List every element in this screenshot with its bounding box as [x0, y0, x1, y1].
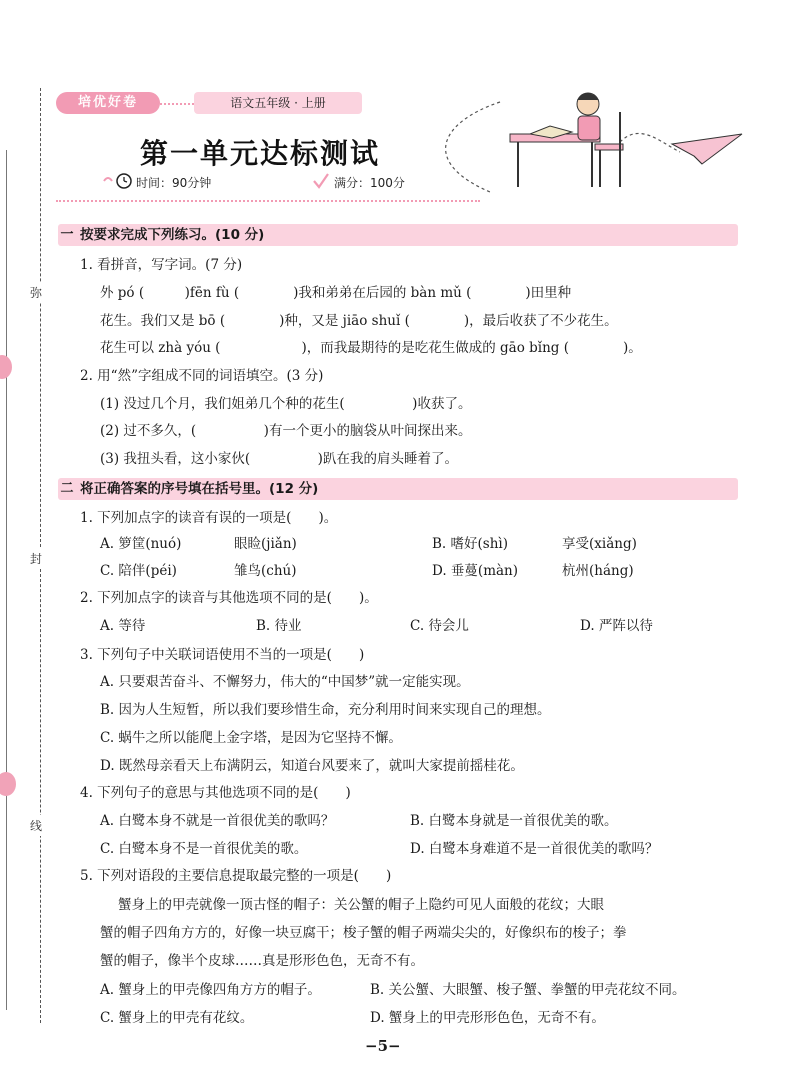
question-line: 4. 下列句子的意思与其他选项不同的是( ): [80, 785, 351, 801]
question-line: 1. 看拼音，写字词。(7 分): [80, 257, 243, 273]
option: D. 严阵以待: [580, 618, 653, 634]
option: 杭州(háng): [562, 563, 634, 579]
option: D. 垂蔓(màn): [432, 563, 519, 579]
clock-icon: [100, 172, 134, 190]
section-title: 按要求完成下列练习。(10 分): [80, 227, 265, 243]
question-line: 5. 下列对语段的主要信息提取最完整的一项是( ): [80, 868, 392, 884]
option: C. 蟹身上的甲壳有花纹。: [100, 1010, 254, 1026]
seal-char-xian: 线: [30, 815, 42, 836]
question-line: 2. 下列加点字的读音与其他选项不同的是( )。: [80, 590, 378, 606]
option: A. 蟹身上的甲壳像四角方方的帽子。: [100, 982, 321, 998]
grade-badge: 语文五年级 · 上册: [194, 92, 362, 114]
option: C. 陪伴(péi): [100, 563, 177, 579]
question-line: 花生可以 zhà yóu ( )，而我最期待的是吃花生做成的 gāo bǐng ( )。: [100, 340, 642, 356]
option: A. 只要艰苦奋斗、不懈努力，伟大的“中国梦”就一定能实现。: [100, 674, 470, 690]
binding-hole: [0, 355, 12, 379]
option: C. 白鹭本身不是一首很优美的歌。: [100, 841, 308, 857]
question-line: (2) 过不多久，( )有一个更小的脑袋从叶间探出来。: [100, 423, 472, 439]
outer-margin-rule: [6, 150, 7, 1010]
question-line: 1. 下列加点字的读音有误的一项是( )。: [80, 510, 338, 526]
option: C. 待会儿: [410, 618, 469, 634]
option: A. 等待: [100, 618, 146, 634]
question-line: 花生。我们又是 bō ( )种，又是 jiāo shuǐ ( )，最后收获了不少花生。: [100, 313, 618, 329]
option: 雏鸟(chú): [234, 563, 297, 579]
question-line: (1) 没过几个月，我们姐弟几个种的花生( )收获了。: [100, 396, 472, 412]
option: 享受(xiǎng): [562, 536, 637, 552]
option: B. 白鹭本身就是一首很优美的歌。: [410, 813, 618, 829]
student-at-desk-illustration: [380, 82, 750, 212]
question-line: 外 pó ( )fēn fù ( )我和弟弟在后园的 bàn mǔ ( )田里种: [100, 285, 572, 301]
section-header: [58, 224, 738, 246]
section-number: 一: [60, 227, 74, 242]
series-badge: 培优好卷: [56, 92, 160, 114]
option: B. 关公蟹、大眼蟹、梭子蟹、拳蟹的甲壳花纹不同。: [370, 982, 686, 998]
seal-char-feng: 封: [30, 548, 42, 569]
option: B. 嗜好(shì): [432, 536, 508, 552]
page-number: −5−: [365, 1037, 401, 1055]
passage-line: 蟹的帽子，像半个皮球……真是形形色色，无奇不有。: [100, 953, 424, 969]
question-line: 3. 下列句子中关联词语使用不当的一项是( ): [80, 647, 365, 663]
option: A. 白鹭本身不就是一首很优美的歌吗？: [100, 813, 335, 829]
option: A. 箩筐(nuó): [100, 536, 182, 552]
question-line: (3) 我扭头看，这小家伙( )趴在我的肩头睡着了。: [100, 451, 458, 467]
passage-line: 蟹的帽子四角方方的，好像一块豆腐干；梭子蟹的帽子两端尖尖的，好像织布的梭子；拳: [100, 925, 627, 941]
section-title: 将正确答案的序号填在括号里。(12 分): [80, 481, 319, 497]
page-title: 第一单元达标测试: [139, 137, 380, 170]
option: B. 因为人生短暂，所以我们要珍惜生命，充分利用时间来实现自己的理想。: [100, 702, 551, 718]
option: B. 待业: [256, 618, 302, 634]
passage-line: 蟹身上的甲壳就像一顶古怪的帽子：关公蟹的帽子上隐约可见人面般的花纹；大眼: [118, 897, 604, 913]
option: D. 既然母亲看天上布满阴云，知道台风要来了，就叫大家提前摇桂花。: [100, 758, 524, 774]
option: 眼睑(jiǎn): [234, 536, 297, 552]
section-header: [58, 478, 738, 500]
seal-char-mi: 弥: [30, 282, 42, 303]
time-limit: 时间：90分钟: [136, 176, 212, 190]
question-line: 2. 用“然”字组成不同的词语填空。(3 分): [80, 368, 324, 384]
option: D. 蟹身上的甲壳形形色色，无奇不有。: [370, 1010, 605, 1026]
full-score: 满分：100分: [334, 176, 405, 190]
binding-hole: [0, 772, 16, 796]
header-connector: [160, 103, 194, 105]
section-number: 二: [60, 481, 74, 496]
check-icon: [312, 172, 330, 190]
option: D. 白鹭本身难道不是一首很优美的歌吗？: [410, 841, 659, 857]
option: C. 蜗牛之所以能爬上金字塔，是因为它坚持不懈。: [100, 730, 402, 746]
